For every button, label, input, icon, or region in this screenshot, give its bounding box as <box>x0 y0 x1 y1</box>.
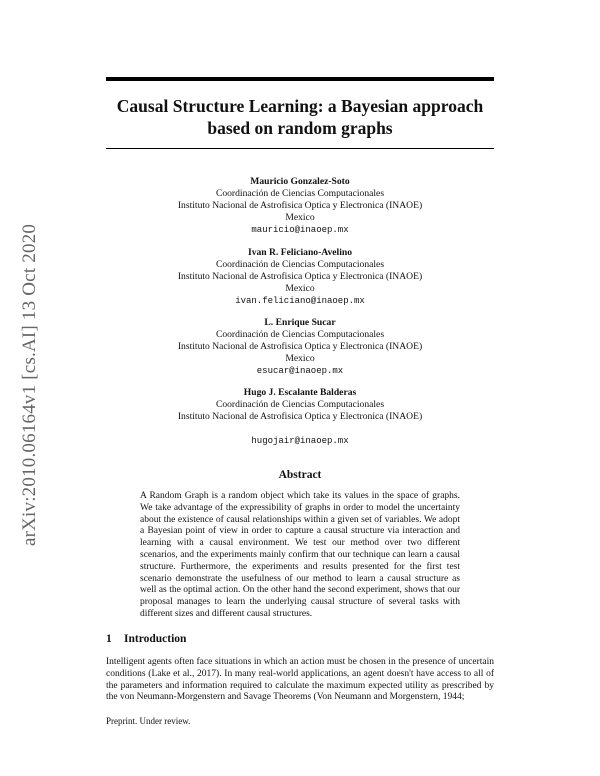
title-top-rule <box>106 77 494 81</box>
author-dept: Coordinación de Ciencias Computacionales <box>215 329 385 340</box>
abstract-text: A Random Graph is a random object which take its values in the space of graphs. We take advantage of the expressibility of graphs in order to model the uncertainty about the existence of causal relationships within a given set of variables. We adopt a Bayesian point of view in order to capture a causal structure via interaction and learning with a causal environment. We test our method over two different scenarios, and the experiments mainly confirm that our technique can learn a causal structure. Furthermore, the experiments and results presented for the first test scenario demonstrate the usefulness of our method to learn a causal structure as well as the optimal action. On the other hand the second experiment, shows that our proposal manages to learn the underlying causal structure of several tasks with different sizes and different causal structures. <box>140 491 460 619</box>
author-name: Hugo J. Escalante Balderas <box>243 387 357 398</box>
author-dept: Coordinación de Ciencias Computacionales <box>215 399 385 410</box>
author-dept: Coordinación de Ciencias Computacionales <box>215 188 385 199</box>
section-number: 1 <box>106 633 112 645</box>
abstract-heading: Abstract <box>278 469 322 481</box>
author-name: Mauricio Gonzalez-Soto <box>250 176 350 187</box>
author-block-2 <box>106 247 494 307</box>
author-name: L. Enrique Sucar <box>264 317 336 328</box>
author-email: mauricio@inaoep.mx <box>251 225 349 235</box>
author-email: hugojair@inaoep.mx <box>251 436 349 446</box>
section-heading-introduction <box>106 633 186 645</box>
title-line-2: based on random graphs <box>207 118 393 138</box>
paper-title <box>106 95 494 139</box>
author-inst: Instituto Nacional de Astrofisica Optica y Electronica (INAOE) <box>177 341 423 352</box>
author-block-3 <box>106 317 494 377</box>
author-email: ivan.feliciano@inaoep.mx <box>235 296 365 306</box>
author-email: esucar@inaoep.mx <box>256 366 344 376</box>
title-bottom-rule <box>106 148 494 149</box>
author-inst: Instituto Nacional de Astrofisica Optica y Electronica (INAOE) <box>177 271 423 282</box>
introduction-text: Intelligent agents often face situations in which an action must be chosen in the presence of uncertain conditions (Lake et al., 2017). In many real-world applications, an agent doesn't have access to all of the parameters and information required to calculate the maximum expected utility as prescribed by the von Neumann-Morgenstern and Savage Theorems (Von Neumann and Morgenstern, 1944; <box>106 657 494 703</box>
preprint-footer: Preprint. Under review. <box>106 716 191 726</box>
author-block-1 <box>106 176 494 236</box>
author-dept: Coordinación de Ciencias Computacionales <box>215 259 385 270</box>
title-line-1: Causal Structure Learning: a Bayesian approach <box>116 96 484 116</box>
author-country: Mexico <box>285 283 315 294</box>
arxiv-sidebar-stamp <box>12 215 48 555</box>
author-inst: Instituto Nacional de Astrofisica Optica y Electronica (INAOE) <box>177 200 423 211</box>
author-block-4 <box>106 387 494 447</box>
arxiv-id: arXiv:2010.06164v1 [cs.AI] 13 Oct 2020 <box>19 223 40 547</box>
author-name: Ivan R. Feliciano-Avelino <box>247 247 353 258</box>
author-country: Mexico <box>285 353 315 364</box>
section-title: Introduction <box>124 633 187 645</box>
author-country: Mexico <box>285 212 315 223</box>
author-inst: Instituto Nacional de Astrofisica Optica y Electronica (INAOE) <box>177 411 423 422</box>
